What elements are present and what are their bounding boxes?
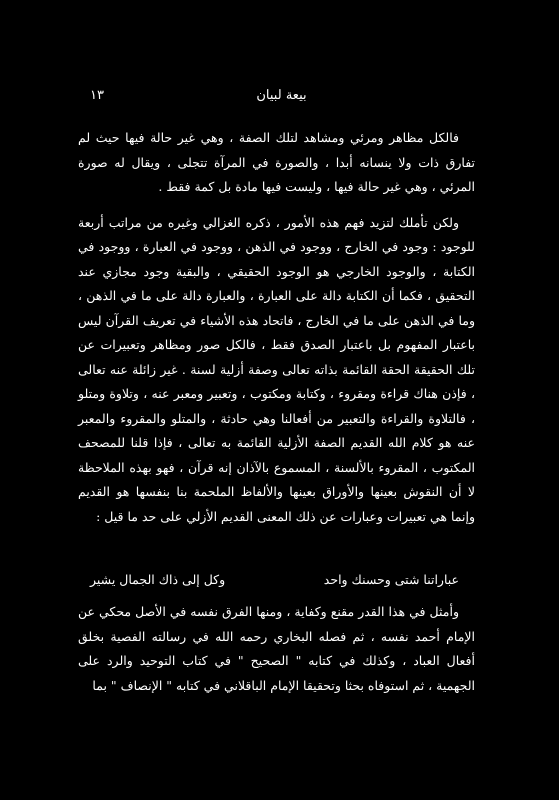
body-text (78, 126, 475, 529)
paragraph-3: وأمثل في هذا القدر مقنع وكفاية ، ومنها الفرق نفسه في الأصل محكي عن الإمام أحمد نفسه ، ثم فصله البخاري رحمه الله في رسالته الفصية بخلق أفعال العباد ، وكذلك في كتابه " الصحيح " في كتاب التوحيد والرد على الجهمية ، ثم استوفاه بحثا وتحقيقا الإمام الباقلاني في كتابه " الإنصاف " بما (78, 604, 475, 693)
page-number: ١٣ (90, 88, 104, 103)
paragraph-1: فالكل مظاهر ومرئي ومشاهد لتلك الصفة ، وهي غير حالة فيها حيث لم تفارق ذات ولا ينسانه أبدا ، والصورة في المرآة تتجلى ، ويقال له صورة المرئي ، وهي غير حالة فيها ، وليست فيها مادة بل كمة فقط . (78, 130, 475, 194)
paragraph-2: ولكن تأملك لتزيد فهم هذه الأمور ، ذكره الغزالي وغيره من مراتب أربعة للوجود : وجود في الخارج ، ووجود في الذهن ، ووجود في العبارة ، ووجود في الكتابة ، والوجود الخارجي هو الوجود الحقيقي ، والبقية وجود مجازي عند التحقيق ، فكما أن الكتابة دالة على العبارة ، والعبارة دالة على ما في الذهن ، وما في الذهن على ما في الخارج ، فاتحاد هذه الأشياء في تعريف القرآن ليس باعتبار المفهوم بل باعتبار الصدق فقط ، فالكل صور ومظاهر وتعبيرات عن تلك الحقيقة الحقة القائمة بذاته تعالى وصفة أزلية لسنة . غير زائلة عنه تعالى ، فإذن هناك قراءة ومقروء ، وكتابة ومكتوب ، وتعبير ومعبر عنه ، وتلاوة ومتلو ، فالتلاوة والقراءة والتعبير من أفعالنا وهي حادثة ، والمتلو والمقروء والمعبر عنه هو كلام الله القديم الصفة الأزلية القائمة به تعالى ، فإذا قلنا للمصحف المكتوب ، المقروء بالألسنة ، المسموع بالآذان إنه قرآن ، فهو بهذه الملاحظة لا أن النقوش بعينها والأوراق بعينها والألفاظ الملحمة بنا بنفسها هو القديم وإنما هي تعبيرات وعبارات عن ذلك المعنى القديم الأزلي على حد ما قيل : (78, 214, 475, 524)
closing-paragraph-block (78, 600, 475, 698)
verse-first-hemistich: عباراتنا شتى وحسنك واحد (323, 572, 459, 587)
poetry-verse (90, 572, 459, 587)
page-header (90, 88, 473, 110)
running-title: بيعة لبيان (256, 88, 307, 103)
verse-second-hemistich: وكل إلى ذاك الجمال يشير (90, 572, 226, 587)
